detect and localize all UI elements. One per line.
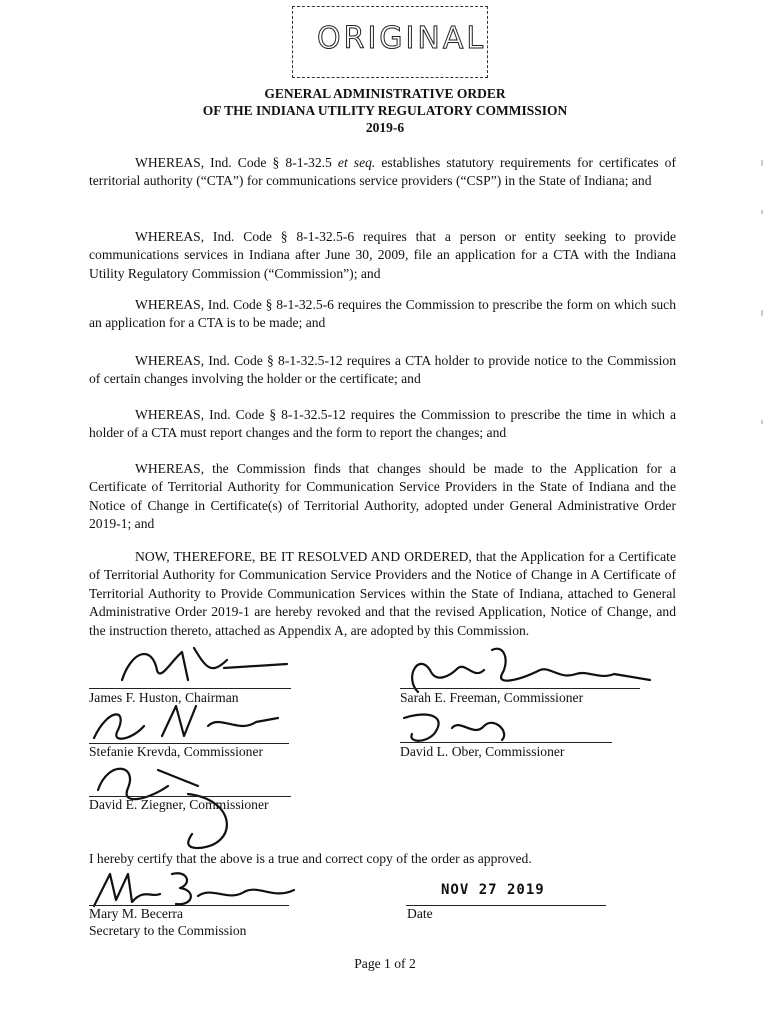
stamp-text: ORIGINAL xyxy=(317,21,487,56)
whereas-paragraph-1: WHEREAS, Ind. Code § 8-1-32.5 et seq. establishes statutory requirements for certificates of territorial authority (“CTA”) for communications service providers (“CSP”) in the State of Indiana; and xyxy=(89,155,676,189)
date-stamp: NOV 27 2019 xyxy=(441,882,545,898)
secretary-name: Mary M. Becerra xyxy=(89,906,183,921)
page-number: Page 1 of 2 xyxy=(354,956,416,971)
certification-statement: I hereby certify that the above is a true and correct copy of the order as approved. xyxy=(89,851,532,866)
huston-signature xyxy=(112,640,292,690)
original-stamp xyxy=(292,6,488,78)
freeman-name: Sarah E. Freeman, Commissioner xyxy=(400,690,584,705)
whereas-paragraph-6: WHEREAS, the Commission finds that changes should be made to the Application for a Certificate of Territorial Authority for Communication Service Providers in the State of Indiana and the Notice of Change in Certificate(s) of Territorial Authority, adopted under General Administrative Order 2019-1; and xyxy=(89,461,676,532)
secretary-title: Secretary to the Commission xyxy=(89,923,247,938)
krevda-name: Stefanie Krevda, Commissioner xyxy=(89,744,264,759)
ober-signature-line xyxy=(400,742,612,743)
whereas-paragraph-2: WHEREAS, Ind. Code § 8-1-32.5-6 requires that a person or entity seeking to provide communications services in Indiana after June 30, 2009, file an application for a CTA with the Indiana Utility Regulatory Commission (“Commission”); and xyxy=(89,229,676,281)
whereas-paragraph-5: WHEREAS, Ind. Code § 8-1-32.5-12 requires the Commission to prescribe the time in which a holder of a CTA must report changes and the form to report the changes; and xyxy=(89,407,676,441)
freeman-signature-line xyxy=(400,688,640,689)
whereas-paragraph-4: WHEREAS, Ind. Code § 8-1-32.5-12 requires a CTA holder to provide notice to the Commission of certain changes involving the holder or the certificate; and xyxy=(89,353,676,387)
huston-name: James F. Huston, Chairman xyxy=(89,690,239,705)
ober-name: David L. Ober, Commissioner xyxy=(400,744,565,759)
order-title-line2: OF THE INDIANA UTILITY REGULATORY COMMISSION xyxy=(202,103,568,118)
resolution-paragraph: NOW, THEREFORE, BE IT RESOLVED AND ORDERED, that the Application for a Certificate of Territorial Authority for Communication Service Providers and the Notice of Change in A Certificate of Territorial Authority to Provide Communication Services within the State of Indiana, attached to General Administrative Order 2019-1 are hereby revoked and that the revised Application, Notice of Change, and the instruction thereto, attached as Appendix A, are adopted by this Commission. xyxy=(89,549,676,638)
date-line xyxy=(406,905,606,906)
huston-signature-line xyxy=(89,688,291,689)
order-number: 2019-6 xyxy=(365,120,405,135)
whereas-paragraph-3: WHEREAS, Ind. Code § 8-1-32.5-6 requires the Commission to prescribe the form on which such an application for a CTA is to be made; and xyxy=(89,297,676,331)
ziegner-name: David E. Ziegner, Commissioner xyxy=(89,797,269,812)
scan-margin-marks xyxy=(758,150,766,490)
date-label: Date xyxy=(407,906,433,921)
order-title-line1: GENERAL ADMINISTRATIVE ORDER xyxy=(264,86,506,101)
